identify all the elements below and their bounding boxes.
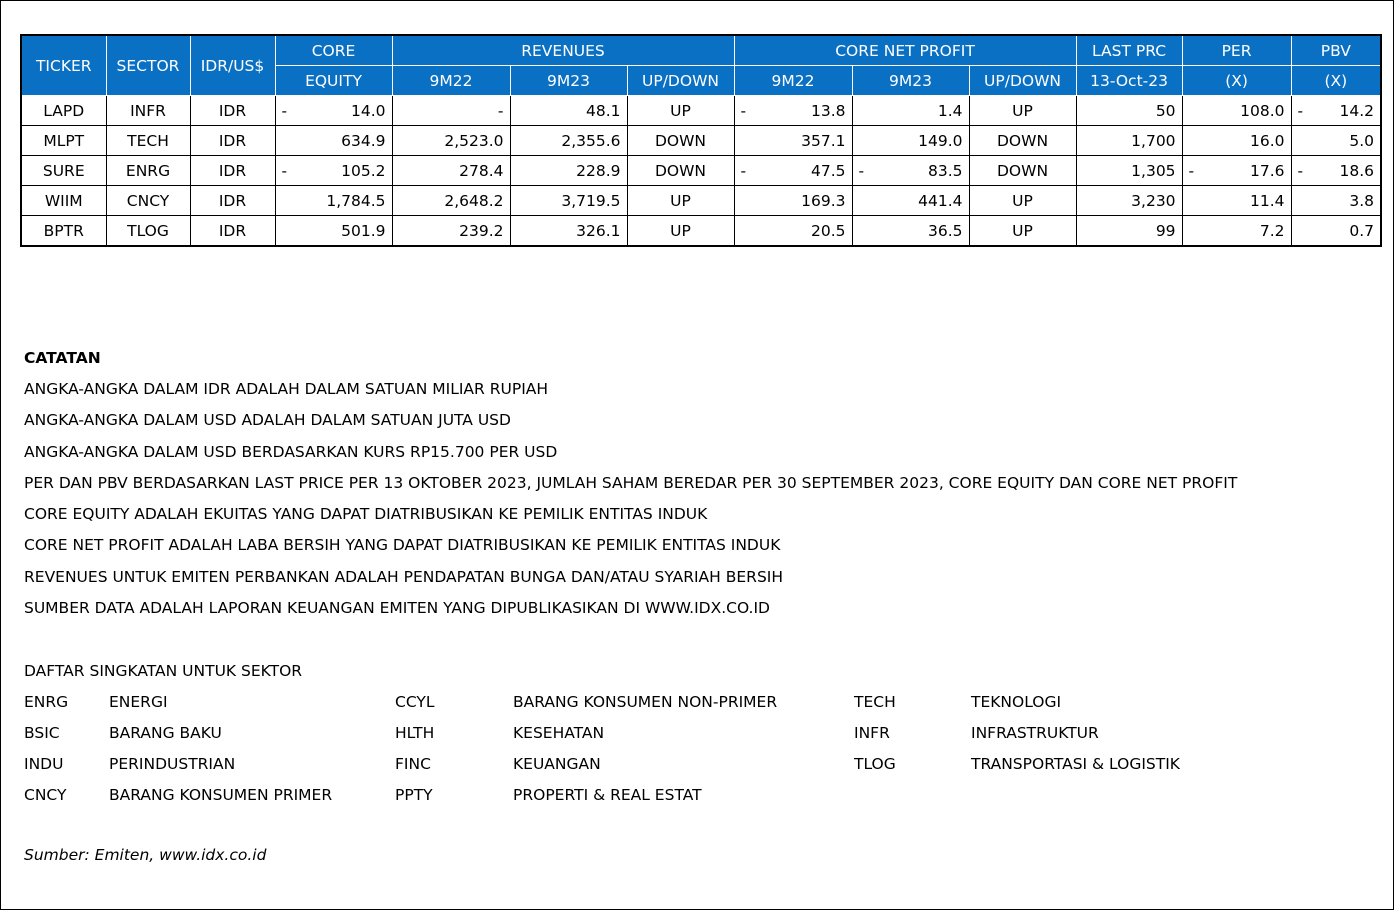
- cell-last-prc-value: 50: [1155, 101, 1176, 120]
- cell-core-equity-value: 634.9: [341, 131, 386, 150]
- cell-ticker: BPTR: [21, 216, 106, 247]
- notes-title: CATATAN: [24, 349, 101, 367]
- cell-rev-9m23: [510, 126, 627, 156]
- sector-name: ENERGI: [109, 693, 168, 711]
- cell-rev-9m22-value: 2,648.2: [444, 191, 504, 210]
- cell-per-value: 7.2: [1259, 221, 1285, 240]
- header-pbv-unit: (X): [1291, 66, 1381, 96]
- cell-rev-9m22: [392, 216, 510, 247]
- note-line: REVENUES UNTUK EMITEN PERBANKAN ADALAH PENDAPATAN BUNGA DAN/ATAU SYARIAH BERSIH: [24, 567, 784, 586]
- sector-name: BARANG KONSUMEN PRIMER: [109, 786, 333, 804]
- cell-rev-9m23-value: 48.1: [585, 101, 621, 120]
- cell-rev-9m23-value: 2,355.6: [561, 131, 621, 150]
- header-core: CORE: [275, 35, 392, 66]
- cell-pbv-value: 18.6: [1339, 161, 1375, 180]
- cell-pbv-value: 0.7: [1349, 221, 1375, 240]
- cell-last-prc-value: 1,700: [1131, 131, 1176, 150]
- cell-rev-9m23-value: 3,719.5: [561, 191, 621, 210]
- cell-rev-updown: UP: [627, 186, 734, 216]
- header-sector: SECTOR: [106, 35, 190, 96]
- table-row: [21, 96, 1381, 126]
- table-row: [21, 186, 1381, 216]
- cell-last-prc-value: 1,305: [1131, 161, 1176, 180]
- header-np-9m23: 9M23: [852, 66, 969, 96]
- cell-core-equity-value: 501.9: [341, 221, 386, 240]
- header-np-updown: UP/DOWN: [969, 66, 1076, 96]
- note-line: CORE NET PROFIT ADALAH LABA BERSIH YANG DAPAT DIATRIBUSIKAN KE PEMILIK ENTITAS INDUK: [24, 536, 781, 555]
- cell-pbv: [1291, 156, 1381, 186]
- cell-np-9m23-value: 441.4: [918, 191, 963, 210]
- header-last-prc: LAST PRC: [1076, 35, 1182, 66]
- sector-code: TLOG: [854, 755, 896, 773]
- cell-core-equity: [275, 186, 392, 216]
- cell-core-equity: [275, 126, 392, 156]
- cell-np-9m23-value: 149.0: [918, 131, 963, 150]
- cell-rev-9m23-value: 228.9: [576, 161, 621, 180]
- cell-np-updown: UP: [969, 216, 1076, 247]
- cell-np-9m22-value: 169.3: [801, 191, 846, 210]
- cell-core-equity-value: 105.2: [341, 161, 386, 180]
- cell-np-updown: UP: [969, 186, 1076, 216]
- cell-per-value: 11.4: [1250, 191, 1285, 210]
- cell-rev-updown: DOWN: [627, 126, 734, 156]
- cell-core-equity-dash: -: [281, 101, 288, 120]
- cell-per-value: 17.6: [1250, 161, 1285, 180]
- sector-name: TEKNOLOGI: [971, 693, 1062, 711]
- cell-last-prc: [1076, 186, 1182, 216]
- sector-name: BARANG BAKU: [109, 724, 222, 742]
- header-revenues: REVENUES: [392, 35, 734, 66]
- cell-ticker: SURE: [21, 156, 106, 186]
- cell-core-equity-value: 1,784.5: [326, 191, 386, 210]
- cell-rev-9m23: [510, 96, 627, 126]
- cell-rev-9m22-value: 278.4: [459, 161, 504, 180]
- sector-name: PERINDUSTRIAN: [109, 755, 236, 773]
- notes-section: [24, 346, 1237, 627]
- cell-np-9m23-value: 83.5: [928, 161, 963, 180]
- header-equity: EQUITY: [275, 66, 392, 96]
- cell-pbv: [1291, 126, 1381, 156]
- header-pbv: PBV: [1291, 35, 1381, 66]
- cell-np-9m22: [734, 126, 852, 156]
- sector-code: TECH: [854, 693, 896, 711]
- cell-pbv-value: 5.0: [1349, 131, 1375, 150]
- cell-per-value: 108.0: [1240, 101, 1285, 120]
- note-line: SUMBER DATA ADALAH LAPORAN KEUANGAN EMITEN YANG DIPUBLIKASIKAN DI WWW.IDX.CO.ID: [24, 599, 770, 618]
- source-note: Sumber: Emiten, www.idx.co.id: [24, 846, 267, 864]
- abbreviation-row: [24, 783, 1271, 814]
- cell-per: [1182, 186, 1291, 216]
- cell-np-9m22-dash: -: [740, 101, 747, 120]
- note-line: ANGKA-ANGKA DALAM USD ADALAH DALAM SATUAN JUTA USD: [24, 411, 511, 430]
- cell-np-9m23-dash: -: [858, 161, 865, 180]
- table-row: [21, 156, 1381, 186]
- cell-rev-9m22-value: 2,523.0: [444, 131, 504, 150]
- note-line: ANGKA-ANGKA DALAM USD BERDASARKAN KURS RP15.700 PER USD: [24, 442, 558, 461]
- table-row: [21, 126, 1381, 156]
- cell-per: [1182, 156, 1291, 186]
- table-row: [21, 216, 1381, 247]
- cell-pbv-dash: -: [1297, 161, 1304, 180]
- sector-name: BARANG KONSUMEN NON-PRIMER: [513, 693, 778, 711]
- cell-rev-9m22: [392, 156, 510, 186]
- cell-pbv: [1291, 186, 1381, 216]
- cell-np-9m22: [734, 96, 852, 126]
- cell-rev-9m22-value: -: [497, 101, 504, 120]
- cell-np-updown: UP: [969, 96, 1076, 126]
- cell-currency: IDR: [190, 186, 275, 216]
- cell-rev-updown: UP: [627, 216, 734, 247]
- cell-ticker: WIIM: [21, 186, 106, 216]
- note-line: PER DAN PBV BERDASARKAN LAST PRICE PER 13 OKTOBER 2023, JUMLAH SAHAM BEREDAR PER 30 SEPTEMBER 2023, CORE EQUITY DAN CORE NET PROFIT: [24, 473, 1238, 492]
- cell-currency: IDR: [190, 96, 275, 126]
- cell-np-9m22: [734, 216, 852, 247]
- note-line: ANGKA-ANGKA DALAM IDR ADALAH DALAM SATUAN MILIAR RUPIAH: [24, 380, 549, 398]
- cell-np-9m23: [852, 186, 969, 216]
- cell-core-equity: [275, 216, 392, 247]
- cell-currency: IDR: [190, 126, 275, 156]
- cell-last-prc: [1076, 126, 1182, 156]
- header-date: 13-Oct-23: [1076, 66, 1182, 96]
- cell-core-equity: [275, 96, 392, 126]
- cell-np-9m22-dash: -: [740, 161, 747, 180]
- cell-pbv-value: 3.8: [1349, 191, 1375, 210]
- sector-code: BSIC: [24, 724, 60, 742]
- sector-name: TRANSPORTASI & LOGISTIK: [971, 755, 1180, 773]
- cell-np-9m23: [852, 96, 969, 126]
- cell-per-dash: -: [1188, 161, 1195, 180]
- cell-sector: TECH: [106, 126, 190, 156]
- note-line: CORE EQUITY ADALAH EKUITAS YANG DAPAT DIATRIBUSIKAN KE PEMILIK ENTITAS INDUK: [24, 505, 708, 524]
- cell-rev-updown: UP: [627, 96, 734, 126]
- header-rev-9m23: 9M23: [510, 66, 627, 96]
- sector-code: ENRG: [24, 693, 69, 711]
- sector-code: PPTY: [395, 786, 433, 804]
- cell-pbv-dash: -: [1297, 101, 1304, 120]
- cell-rev-9m22: [392, 186, 510, 216]
- abbreviation-row: [24, 690, 1271, 721]
- sector-name: KESEHATAN: [513, 724, 605, 742]
- cell-last-prc: [1076, 96, 1182, 126]
- cell-np-9m22-value: 357.1: [801, 131, 846, 150]
- cell-np-9m22: [734, 186, 852, 216]
- sector-code: CNCY: [24, 786, 67, 804]
- sector-name: [971, 783, 1271, 814]
- cell-last-prc-value: 3,230: [1131, 191, 1176, 210]
- cell-currency: IDR: [190, 156, 275, 186]
- cell-core-equity-dash: -: [281, 161, 288, 180]
- cell-per: [1182, 126, 1291, 156]
- sector-name: KEUANGAN: [513, 755, 601, 773]
- sector-code: INDU: [24, 755, 64, 773]
- header-rev-9m22: 9M22: [392, 66, 510, 96]
- cell-per: [1182, 96, 1291, 126]
- cell-np-9m22-value: 47.5: [811, 161, 846, 180]
- header-per-unit: (X): [1182, 66, 1291, 96]
- sector-code: [854, 783, 971, 814]
- abbreviation-row: [24, 721, 1271, 752]
- cell-core-equity: [275, 156, 392, 186]
- cell-rev-9m22: [392, 96, 510, 126]
- sector-code: HLTH: [395, 724, 435, 742]
- header-rev-updown: UP/DOWN: [627, 66, 734, 96]
- cell-per-value: 16.0: [1250, 131, 1285, 150]
- header-currency: IDR/US$: [190, 35, 275, 96]
- header-np-9m22: 9M22: [734, 66, 852, 96]
- cell-np-9m23: [852, 216, 969, 247]
- cell-np-9m23-value: 36.5: [928, 221, 963, 240]
- cell-sector: CNCY: [106, 186, 190, 216]
- abbreviation-row: [24, 752, 1271, 783]
- cell-sector: INFR: [106, 96, 190, 126]
- sector-code: CCYL: [395, 693, 435, 711]
- cell-pbv: [1291, 96, 1381, 126]
- cell-rev-9m23: [510, 216, 627, 247]
- cell-last-prc-value: 99: [1155, 221, 1176, 240]
- cell-currency: IDR: [190, 216, 275, 247]
- header-per: PER: [1182, 35, 1291, 66]
- cell-core-equity-value: 14.0: [350, 101, 386, 120]
- cell-np-updown: DOWN: [969, 126, 1076, 156]
- cell-rev-9m22-value: 239.2: [459, 221, 504, 240]
- sector-code: INFR: [854, 724, 890, 742]
- sector-name: PROPERTI & REAL ESTAT: [513, 786, 702, 804]
- cell-rev-9m23: [510, 186, 627, 216]
- cell-np-9m23: [852, 126, 969, 156]
- cell-np-9m23: [852, 156, 969, 186]
- cell-last-prc: [1076, 156, 1182, 186]
- cell-per: [1182, 216, 1291, 247]
- cell-sector: ENRG: [106, 156, 190, 186]
- cell-ticker: LAPD: [21, 96, 106, 126]
- cell-sector: TLOG: [106, 216, 190, 247]
- cell-np-9m23-value: 1.4: [937, 101, 963, 120]
- cell-ticker: MLPT: [21, 126, 106, 156]
- sector-code: FINC: [395, 755, 431, 773]
- header-core-net-profit: CORE NET PROFIT: [734, 35, 1076, 66]
- cell-np-9m22-value: 20.5: [811, 221, 846, 240]
- sector-name: INFRASTRUKTUR: [971, 724, 1099, 742]
- cell-pbv-value: 14.2: [1339, 101, 1375, 120]
- abbreviations-title: DAFTAR SINGKATAN UNTUK SEKTOR: [24, 662, 303, 680]
- financial-table: [20, 34, 1382, 247]
- header-ticker: TICKER: [21, 35, 106, 96]
- cell-rev-9m22: [392, 126, 510, 156]
- cell-rev-9m23: [510, 156, 627, 186]
- sector-abbreviations: [24, 659, 1271, 814]
- cell-np-9m22: [734, 156, 852, 186]
- cell-rev-updown: DOWN: [627, 156, 734, 186]
- cell-np-updown: DOWN: [969, 156, 1076, 186]
- cell-np-9m22-value: 13.8: [811, 101, 846, 120]
- cell-rev-9m23-value: 326.1: [576, 221, 621, 240]
- cell-last-prc: [1076, 216, 1182, 247]
- cell-pbv: [1291, 216, 1381, 247]
